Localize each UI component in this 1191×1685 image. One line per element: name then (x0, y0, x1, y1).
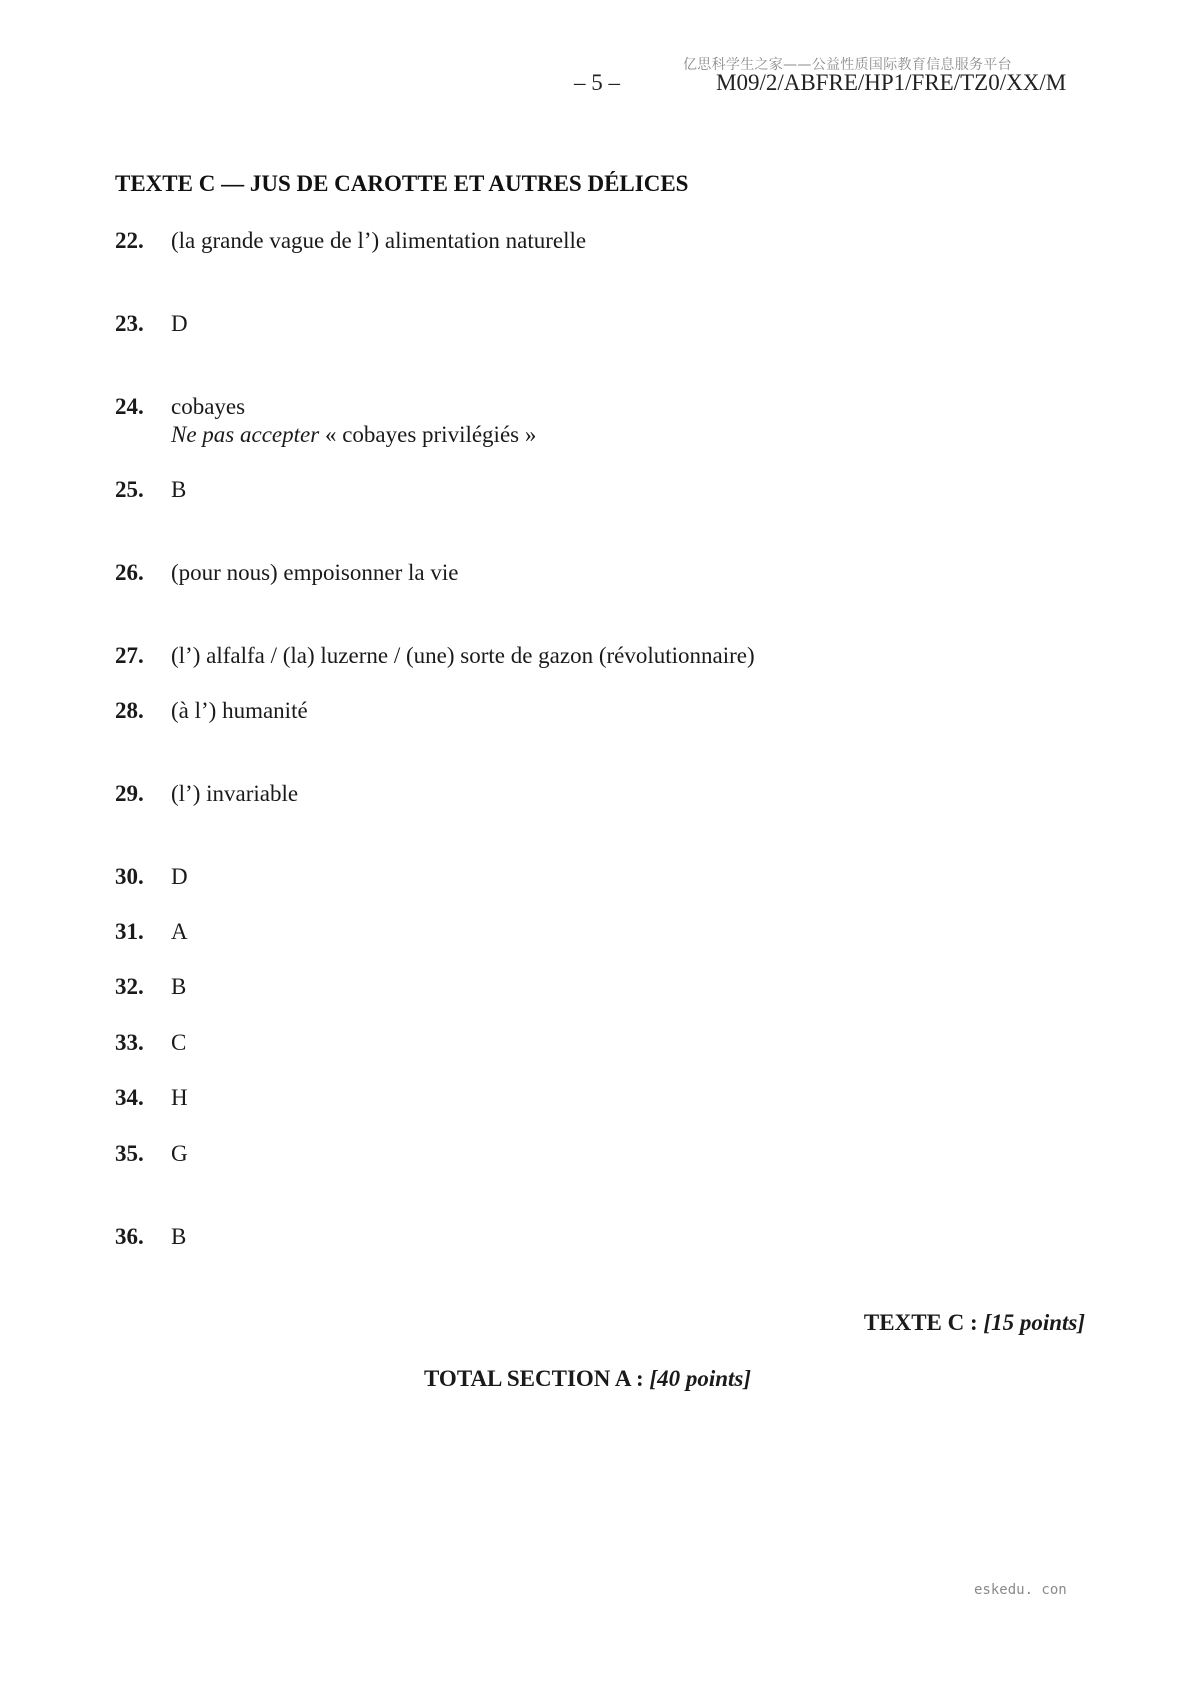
note-emphasis: Ne pas accepter (171, 422, 320, 447)
question-number: 31. (115, 919, 144, 944)
question-answer: (la grande vague de l’) alimentation naturelle (171, 228, 587, 253)
question-answer: cobayes (171, 394, 246, 419)
question-answer: (l’) alfalfa / (la) luzerne / (une) sorte de gazon (révolutionnaire) (171, 643, 755, 668)
question-note (171, 421, 536, 449)
footer-watermark: eskedu. con (974, 1582, 1067, 1598)
section-title: TEXTE C — JUS DE CAROTTE ET AUTRES DÉLICES (115, 171, 689, 196)
question-number: 26. (115, 560, 144, 585)
question-number: 33. (115, 1030, 144, 1055)
subtotal-label: TEXTE C : (863, 1310, 978, 1335)
page-number: – 5 – (574, 70, 620, 95)
question-number: 36. (115, 1224, 144, 1249)
question-answer: D (171, 311, 188, 336)
note-text: « cobayes privilégiés » (319, 422, 537, 447)
question-number: 34. (115, 1085, 144, 1110)
question-number: 22. (115, 228, 144, 253)
question-answer: B (171, 477, 187, 502)
question-answer: D (171, 864, 188, 889)
question-answer: B (171, 974, 187, 999)
question-answer: (pour nous) empoisonner la vie (171, 560, 459, 585)
question-answer: G (171, 1141, 188, 1166)
question-answer: (l’) invariable (171, 781, 299, 806)
question-number: 27. (115, 643, 144, 668)
document-code: M09/2/ABFRE/HP1/FRE/TZ0/XX/M (716, 70, 1067, 95)
header-watermark: 亿思科学生之家——公益性质国际教育信息服务平台 (683, 57, 1012, 73)
question-number: 25. (115, 477, 144, 502)
question-number: 32. (115, 974, 144, 999)
question-number: 24. (115, 394, 144, 419)
question-number: 23. (115, 311, 144, 336)
question-answer: (à l’) humanité (171, 698, 308, 723)
question-number: 29. (115, 781, 144, 806)
question-answer: B (171, 1224, 187, 1249)
question-number: 35. (115, 1141, 144, 1166)
section-subtotal (864, 1310, 1085, 1336)
question-answer: A (171, 919, 188, 944)
question-answer: C (171, 1030, 187, 1055)
total-label: TOTAL SECTION A : (424, 1366, 644, 1391)
question-number: 28. (115, 698, 144, 723)
question-answer: H (171, 1085, 188, 1110)
question-number: 30. (115, 864, 144, 889)
subtotal-points: [15 points] (983, 1310, 1085, 1335)
total-points: [40 points] (649, 1366, 751, 1391)
section-total (424, 1366, 751, 1392)
